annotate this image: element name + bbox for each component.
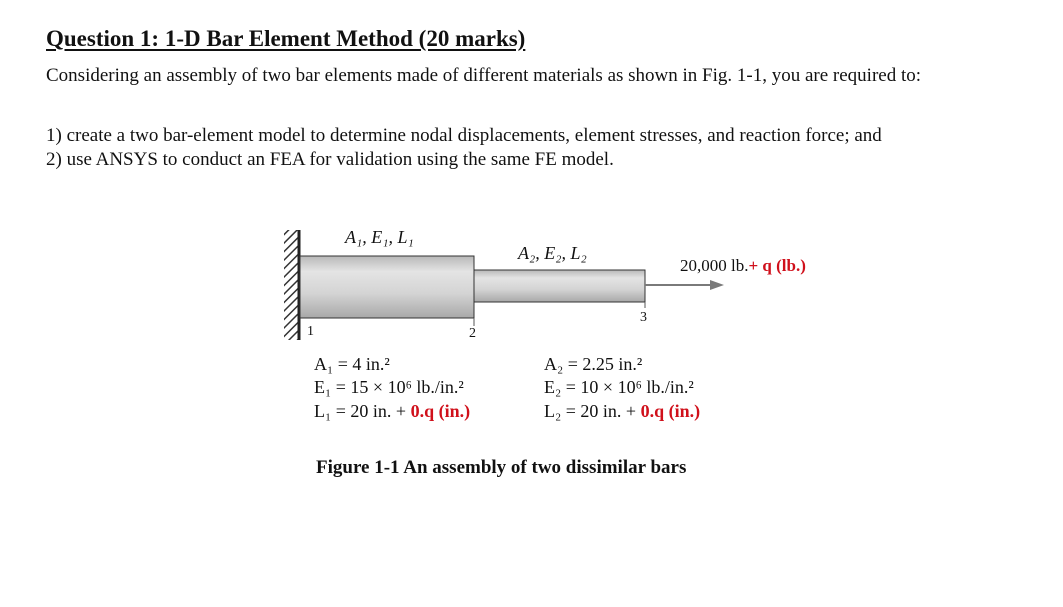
bar2-length [544, 401, 700, 422]
bar2-area: A₂ = 2.25 in.² [544, 354, 643, 374]
node-2-label: 2 [469, 326, 476, 341]
bar1-length-base: L₁ = 20 in. + [314, 401, 407, 421]
bar1-area: A₁ = 4 in.² [314, 354, 390, 374]
node-3-label: 3 [640, 310, 647, 325]
load-label [680, 256, 806, 276]
fixed-wall-hatching [284, 230, 298, 340]
intro-paragraph: Considering an assembly of two bar elements made of different materials as shown in Fig. 1-1, you are required to: [46, 65, 922, 86]
figure-caption: Figure 1-1 An assembly of two dissimilar bars [316, 457, 687, 478]
bar2-length-var: 0.q (in.) [640, 401, 701, 421]
load-arrow-head [710, 280, 724, 290]
bar2-modulus: E₂ = 10 × 10⁶ lb./in.² [544, 377, 694, 397]
bar2-length-base: L₂ = 20 in. + [544, 401, 637, 421]
question-title: Question 1: 1-D Bar Element Method (20 marks) [46, 26, 526, 51]
bar1-label: A₁, E₁, L₁ [345, 227, 414, 247]
task-item-2: 2) use ANSYS to conduct an FEA for validation using the same FE model. [46, 149, 614, 170]
bar1-modulus: E₁ = 15 × 10⁶ lb./in.² [314, 377, 464, 397]
bar1-length [314, 401, 470, 422]
load-variable: + q (lb.) [748, 256, 806, 275]
node-1-label: 1 [307, 324, 314, 339]
bar1-length-var: 0.q (in.) [410, 401, 471, 421]
bar-element-2 [474, 270, 645, 302]
bar2-label: A₂, E₂, L₂ [518, 243, 587, 263]
bar-element-1 [300, 256, 474, 318]
load-base-value: 20,000 lb. [680, 256, 749, 275]
task-item-1: 1) create a two bar-element model to determine nodal displacements, element stresses, and reaction force; and [46, 125, 882, 146]
